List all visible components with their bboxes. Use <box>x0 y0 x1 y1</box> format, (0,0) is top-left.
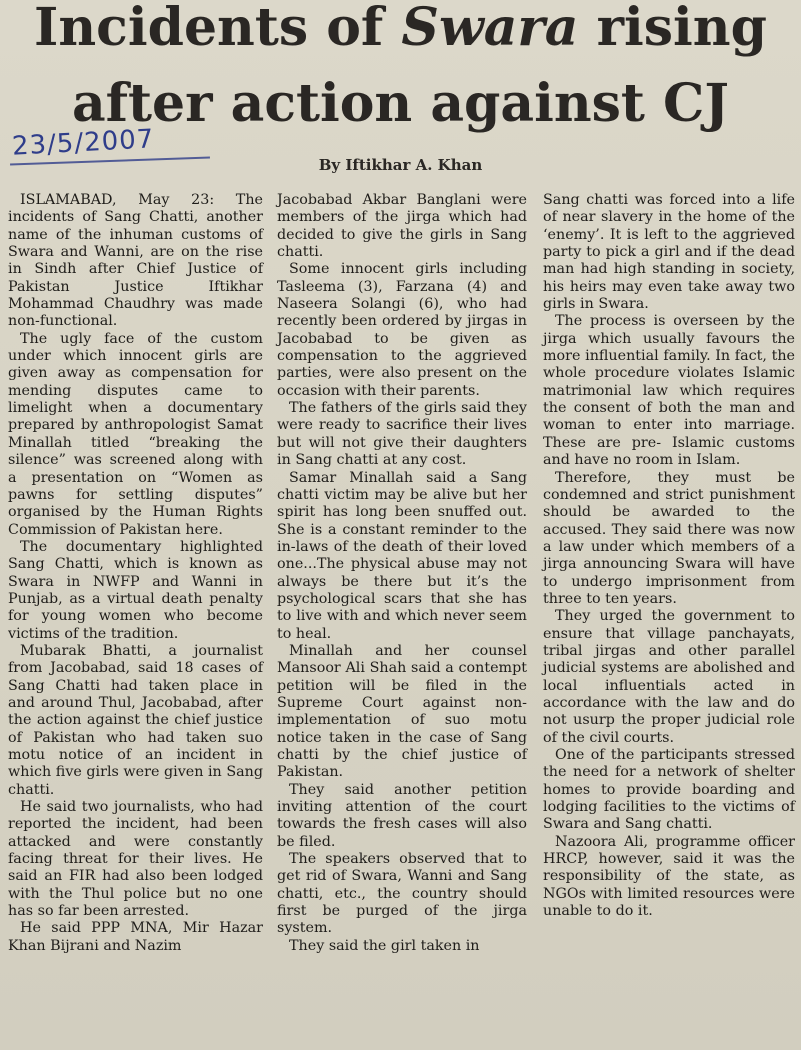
paragraph: He said PPP MNA, Mir Hazar Khan Bijrani and Nazim <box>8 920 263 954</box>
paragraph: One of the participants stressed the need for a network of shelter homes to provide boarding and lodging facilities to the victims of Swara and Sang chatti. <box>543 747 795 833</box>
article-column-1 <box>8 192 263 955</box>
paragraph: Sang chatti was forced into a life of near slavery in the home of the ‘enemy’. It is left to the aggrieved party to pick a girl and if the dead man had high standing in society, his heirs may even take away two girls in Swara. <box>543 192 795 313</box>
paragraph: They said the girl taken in <box>289 937 480 954</box>
paragraph: The ugly face of the custom under which innocent girls are given away as compensation for mending disputes came to limelight when a documentary prepared by anthropologist Samat Minallah titled “breaking the silence” was screened along with a presentation on “Women as pawns for settling disputes” organised by the Human Rights Commission of Pakistan here. <box>8 330 263 538</box>
paragraph: The speakers observed that to get rid of Swara, Wanni and Sang chatti, etc., the country should first be purged of the jirga system. <box>277 851 527 937</box>
paragraph: Minallah and her counsel Mansoor Ali Shah said a contempt petition will be filed in the Supreme Court against non-implementation of suo motu notice taken in the case of Sang chatti by the chief justice of Pakistan. <box>277 642 527 781</box>
headline-line-1: Incidents of Swara rising <box>34 0 767 58</box>
headline-line-2: after action against CJ <box>71 73 730 134</box>
paragraph: The documentary highlighted Sang Chatti, which is known as Swara in NWFP and Wanni in Punjab, as a virtual death penalty for young women who become victims of the tradition. <box>8 538 263 642</box>
paragraph: Nazoora Ali, programme officer HRCP, however, said it was the responsibility of the state, as NGOs with limited resources were unable to do it. <box>543 833 795 920</box>
paragraph: Mubarak Bhatti, a journalist from Jacobabad, said 18 cases of Sang Chatti had taken place in and around Thul, Jacobabad, after the action against the chief justice of Pakistan who had taken suo motu notice of an incident in which five girls were given in Sang chatti. <box>8 642 263 798</box>
article-column-2 <box>277 192 527 955</box>
paragraph: They said another petition inviting attention of the court towards the fresh cases will also be filed. <box>277 781 527 850</box>
paragraph: Samar Minallah said a Sang chatti victim may be alive but her spirit has long been snuffed out. She is a constant reminder to the in-laws of the death of their loved one...The physical abuse may not always be there but it’s the psychological scars that she has to live with and which never seem to heal. <box>277 469 527 642</box>
paragraph: The process is overseen by the jirga which usually favours the more influential family. In fact, the whole procedure violates Islamic matrimonial law which requires the consent of both the man and woman to enter into marriage. These are pre- Islamic customs and have no room in Islam. <box>543 313 795 469</box>
paragraph: They urged the government to ensure that village panchayats, tribal jirgas and other parallel judicial systems are abolished and local influentials acted in accordance with the law and do not usurp the proper judicial role of the civil courts. <box>543 608 795 746</box>
article-column-3 <box>543 192 795 920</box>
handwritten-date: 23/5/2007 <box>11 124 156 162</box>
paragraph: The fathers of the girls said they were ready to sacrifice their lives but will not give their daughters in Sang chatti at any cost. <box>277 400 527 469</box>
byline: By Iftikhar A. Khan <box>318 156 483 174</box>
paragraph: Therefore, they must be condemned and strict punishment should be awarded to the accused. They said there was now a law under which members of a jirga announcing Swara will have to undergo imprisonment from three to ten years. <box>543 469 795 607</box>
paragraph: Jacobabad Akbar Banglani were members of the jirga which had decided to give the girls in Sang chatti. <box>277 192 527 261</box>
paragraph: He said two journalists, who had reported the incident, had been attacked and were constantly facing threat for their lives. He said an FIR had also been lodged with the Thul police but no one has so far been arrested. <box>8 799 263 920</box>
paragraph: ISLAMABAD, May 23: The incidents of Sang Chatti, another name of the inhuman customs of Swara and Wanni, are on the rise in Sindh after Chief Justice of Pakistan Justice Iftikhar Mohammad Chaudhry was made non-functional. <box>8 192 263 330</box>
paragraph: Some innocent girls including Tasleema (3), Farzana (4) and Naseera Solangi (6), who had recently been ordered by jirgas in Jacobabad to be given as compensation to the aggrieved parties, were also present on the occasion with their parents. <box>277 261 527 399</box>
